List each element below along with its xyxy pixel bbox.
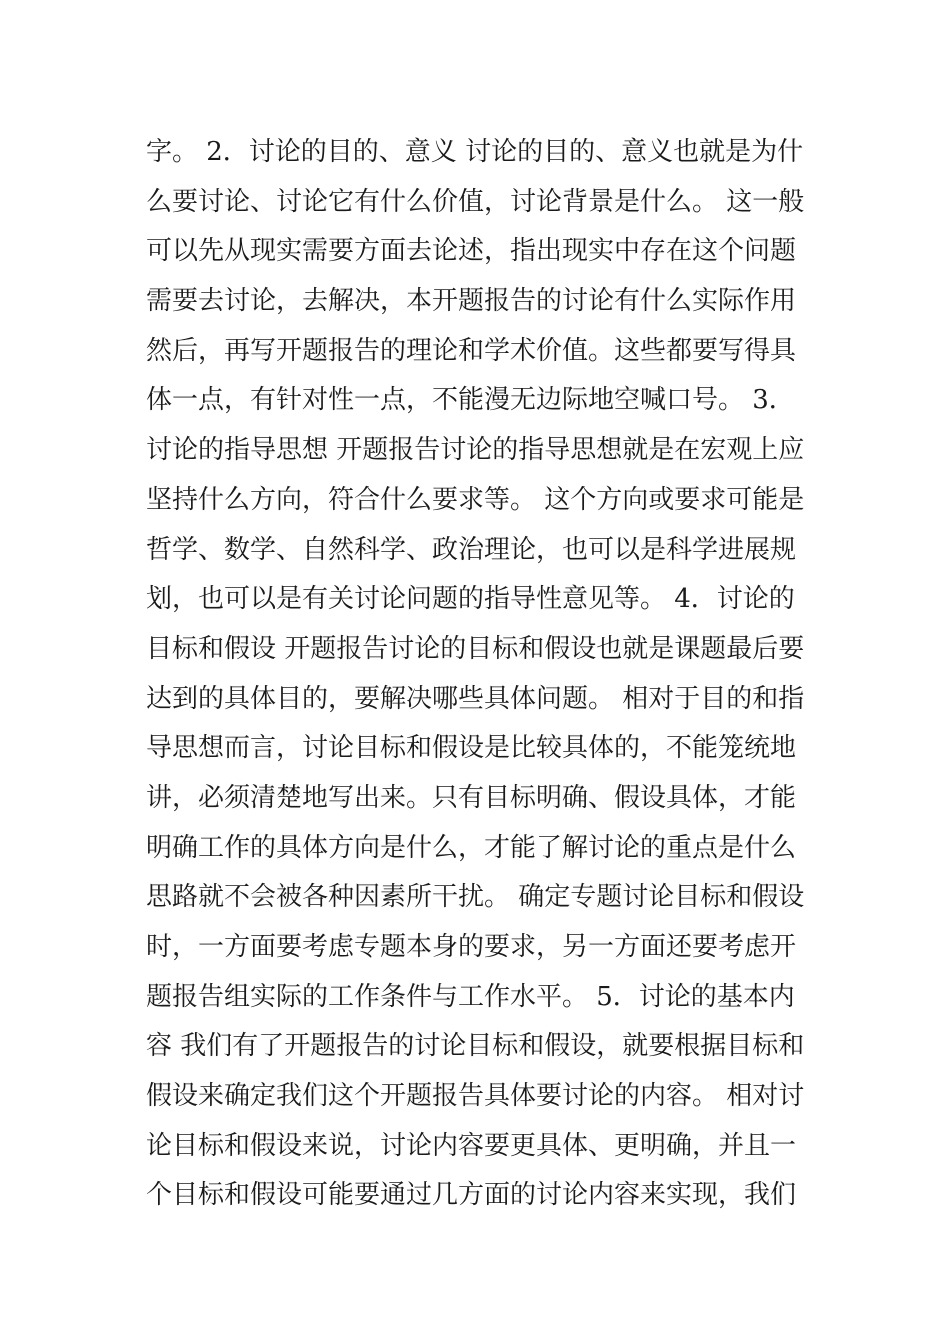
text-line: 思路就不会被各种因素所干扰。 确定专题讨论目标和假设 <box>146 882 805 913</box>
text-line: 么要讨论、讨论它有什么价值，讨论背景是什么。 这一般 <box>146 186 805 217</box>
text-line: 需要去讨论，去解决，本开题报告的讨论有什么实际作用 <box>146 286 797 317</box>
text-line: 假设来确定我们这个开题报告具体要讨论的内容。 相对讨 <box>146 1081 805 1112</box>
text-line: 目标和假设 开题报告讨论的目标和假设也就是课题最后要 <box>146 633 805 664</box>
text-line: 坚持什么方向，符合什么要求等。 这个方向或要求可能是 <box>146 484 805 515</box>
text-line: 可以先从现实需要方面去论述，指出现实中存在这个问题 <box>146 236 797 267</box>
text-line: 容 我们有了开题报告的讨论目标和假设，就要根据目标和 <box>146 1031 805 1062</box>
text-line: 个目标和假设可能要通过几方面的讨论内容来实现，我们 <box>146 1180 797 1211</box>
text-line: 然后，再写开题报告的理论和学术价值。这些都要写得具 <box>146 335 797 366</box>
text-line: 哲学、数学、自然科学、政治理论，也可以是科学进展规 <box>146 534 797 565</box>
text-line: 字。 2．讨论的目的、意义 讨论的目的、意义也就是为什 <box>146 137 804 167</box>
text-line: 划，也可以是有关讨论问题的指导性意见等。 4．讨论的 <box>146 584 795 615</box>
text-line: 讨论的指导思想 开题报告讨论的指导思想就是在宏观上应 <box>146 435 805 466</box>
body-text <box>146 128 816 1221</box>
text-line: 达到的具体目的，要解决哪些具体问题。 相对于目的和指 <box>146 683 805 714</box>
text-line: 体一点，有针对性一点，不能漫无边际地空喊口号。 3． <box>146 385 795 416</box>
text-line: 题报告组实际的工作条件与工作水平。 5．讨论的基本内 <box>146 981 795 1012</box>
text-line: 导思想而言，讨论目标和假设是比较具体的，不能笼统地 <box>146 733 797 764</box>
text-line: 明确工作的具体方向是什么，才能了解讨论的重点是什么 <box>146 832 797 863</box>
text-line: 讲，必须清楚地写出来。只有目标明确、假设具体，才能 <box>146 782 797 813</box>
text-line: 论目标和假设来说，讨论内容要更具体、更明确，并且一 <box>146 1130 797 1161</box>
text-line: 时，一方面要考虑专题本身的要求，另一方面还要考虑开 <box>146 932 797 962</box>
